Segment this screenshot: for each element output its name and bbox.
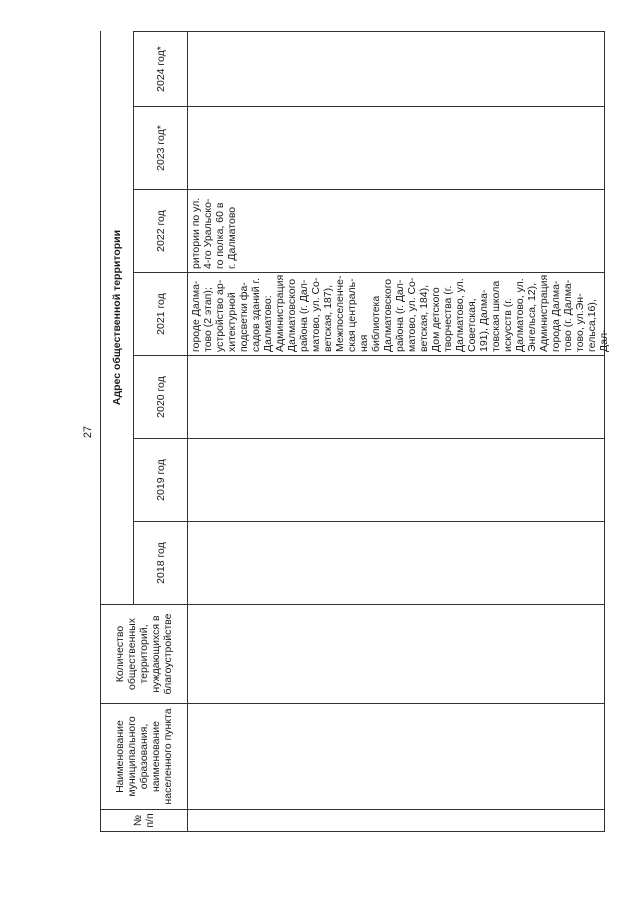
row-year-2023	[187, 107, 605, 190]
table-frame	[100, 31, 610, 832]
header-year-2020: 2020 год	[133, 356, 187, 439]
header-territory-count: Количество общественных территорий, нуждающихся в благоустройстве	[100, 605, 187, 704]
header-address-group: Адрес общественной территории	[100, 31, 133, 605]
header-year-2024: 2024 год*	[133, 31, 187, 107]
row-municipality-name	[187, 704, 605, 810]
page-number: 27	[82, 425, 94, 439]
row-territory-count	[187, 605, 605, 704]
header-year-2022: 2022 год	[133, 190, 187, 273]
row-year-2020	[187, 356, 605, 439]
header-year-2019: 2019 год	[133, 439, 187, 522]
header-municipality-name: Наименование муниципального образования, наименование населенного пункта	[100, 704, 187, 810]
header-year-2023: 2023 год*	[133, 107, 187, 190]
row-year-2022: ритории по ул. 4-го Уральско- го полка, 60 в г. Далматово	[187, 190, 605, 273]
header-year-2018: 2018 год	[133, 522, 187, 605]
header-year-2021: 2021 год	[133, 273, 187, 356]
row-year-2018	[187, 522, 605, 605]
row-num	[187, 810, 605, 832]
header-num: № п/п	[100, 810, 187, 832]
row-year-2024	[187, 31, 605, 107]
rotated-table	[100, 31, 610, 832]
address-table	[100, 31, 610, 832]
row-year-2019	[187, 439, 605, 522]
row-year-2021: городе Далма- тово (2 этап); устройство ар- хитектурной подсветки фа- садов зданий г. Далматово: Администрация Далматовского района (г. Дал- матово, ул. Со- ветская, 187), Межпоселенче- ская централь- ная библиотека Далматовского района (г. Дал- матово, ул. Со- ветская, 184), Дом детского творчества (г. Далматово, ул. Советская, 191), Далма- товская школа искусств (г. Далматово, ул. Энгельса, 12), Администрация города Далма- тово (г. Далма- тово, ул.Эн- гельса,16), Дал-	[187, 273, 605, 356]
